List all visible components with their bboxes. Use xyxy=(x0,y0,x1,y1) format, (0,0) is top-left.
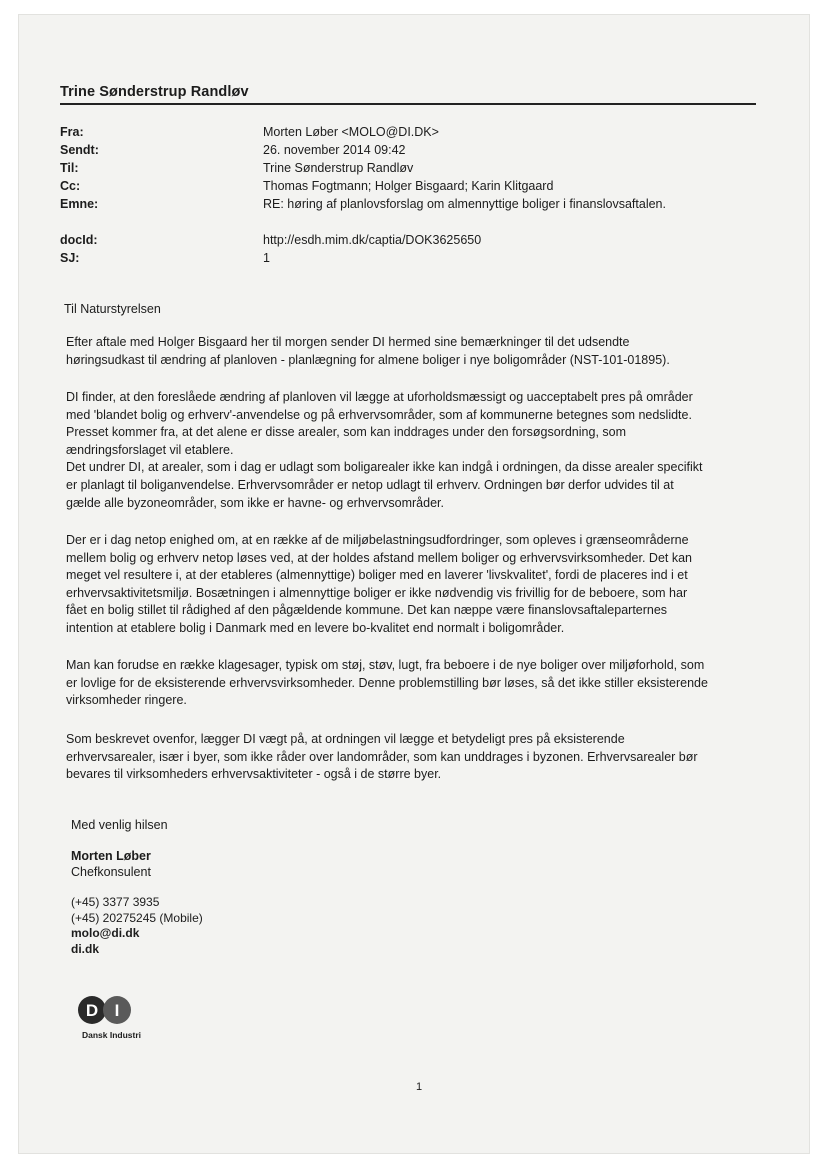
to-label: Til: xyxy=(60,161,79,175)
paragraph-3-line: mellem bolig og erhverv netop løses ved, at der holdes afstand mellem boliger og erhvervsvirksomheder. Det kan xyxy=(66,550,693,565)
paragraph-3-line: meget vel resultere i, at der etableres (almennyttige) boliger med en laverer 'livskvalitet', fordi de placeres ind i et xyxy=(66,568,688,583)
paragraph-1 xyxy=(66,334,766,369)
from-value: Morten Løber <MOLO@DI.DK> xyxy=(263,125,439,139)
sender-role: Chefkonsulent xyxy=(71,865,151,879)
paragraph-3-line: Der er i dag netop enighed om, at en række af de miljøbelastningsudfordringer, som opleves i grænseområderne xyxy=(66,533,689,547)
paragraph-4-line: virksomheder ringere. xyxy=(66,693,187,708)
paragraph-2-line: ændringsforslaget vil etablere. xyxy=(66,442,234,457)
paragraph-5-line: Som beskrevet ovenfor, lægger DI vægt på, at ordningen vil lægge et betydeligt pres på eksisterende xyxy=(66,732,625,746)
paragraph-3-line: fået en bolig stillet til rådighed af den pågældende kommune. Det kan næppe være finanslovsaftaleparternes xyxy=(66,603,668,618)
page-number: 1 xyxy=(416,1081,423,1093)
docid-label: docId: xyxy=(60,233,98,247)
paragraph-2-line: DI finder, at den foreslåede ændring af planloven vil lægge at uforholdsmæssigt og uacceptabelt pres på områder xyxy=(66,390,693,404)
paragraph-4 xyxy=(66,657,766,710)
paragraph-5-line: bevares til virksomheders erhvervsaktiviteter - også i de større byer. xyxy=(66,767,442,782)
paragraph-5 xyxy=(66,731,766,784)
logo-caption: Dansk Industri xyxy=(82,1030,142,1040)
docid-link[interactable]: http://esdh.mim.dk/captia/DOK3625650 xyxy=(263,233,482,247)
contact-block xyxy=(71,895,203,957)
closing: Med venlig hilsen xyxy=(71,818,168,832)
paragraph-5-line: erhvervsarealer, især i byer, som ikke råder over landområder, som kan unddrages i byzonen. Erhvervsarealer bør xyxy=(66,749,698,764)
paragraph-3 xyxy=(66,532,766,638)
subject-value: RE: høring af planlovsforslag om almennyttige boliger i finanslovsaftalen. xyxy=(263,197,666,211)
paragraph-1-line: Efter aftale med Holger Bisgaard her til morgen sender DI hermed sine bemærkninger til det udsendte xyxy=(66,335,630,349)
paragraph-3-line: erhvervsaktivitetsmiljø. Bosætningen i almennyttige boliger er ikke nødvendig vis frivillig for de beboere, som har xyxy=(66,585,688,600)
sj-label: SJ: xyxy=(60,251,80,265)
recipient-name-heading: Trine Sønderstrup Randløv xyxy=(60,84,249,100)
paragraph-4-line: Man kan forudse en række klagesager, typisk om støj, støv, lugt, fra beboere i de nye boliger over miljøforhold, som xyxy=(66,658,705,672)
from-label: Fra: xyxy=(60,125,84,139)
sent-value: 26. november 2014 09:42 xyxy=(263,143,406,157)
phone-number: (+45) 3377 3935 xyxy=(71,895,160,909)
paragraph-4-line: er lovlige for de eksisterende erhvervsvirksomheder. Denne problemstilling bør løses, så det ikke stiller eksisterende xyxy=(66,675,708,690)
email-link[interactable]: molo@di.dk xyxy=(71,926,140,940)
cc-label: Cc: xyxy=(60,179,81,193)
logo-letter-d: D xyxy=(85,1001,99,1020)
paragraph-2-line: gælde alle byzoneområder, som ikke er havne- og erhvervsområder. xyxy=(66,495,444,510)
heading-rule xyxy=(60,103,756,105)
paragraph-2-line: er planlagt til boliganvendelse. Erhvervsområder er netop udlagt til erhverv. Ordningen bør derfor udvides til at xyxy=(66,477,674,492)
paragraph-2 xyxy=(66,389,766,512)
greeting: Til Naturstyrelsen xyxy=(64,302,161,316)
sent-label: Sendt: xyxy=(60,143,99,157)
paragraph-3-line: intention at etablere bolig i Danmark med en levere bo-kvalitet end normalt i boligområder. xyxy=(66,620,565,635)
cc-value: Thomas Fogtmann; Holger Bisgaard; Karin Klitgaard xyxy=(263,179,554,193)
paragraph-2-line: Det undrer DI, at arealer, som i dag er udlagt som boligarealer ikke kan indgå i ordningen, da disse arealer specifikt xyxy=(66,460,703,475)
paragraph-2-line: Presset kommer fra, at det alene er disse arealer, som kan inddrages under den forsøgsordning, som xyxy=(66,425,627,440)
logo-letter-i: I xyxy=(114,1001,120,1020)
sj-value: 1 xyxy=(263,251,270,265)
paragraph-1-line: høringsudkast til ændring af planloven - planlægning for almene boliger i nye boligområder (NST-101-01895). xyxy=(66,352,670,367)
sender-name: Morten Løber xyxy=(71,849,151,863)
mobile-number: (+45) 20275245 (Mobile) xyxy=(71,910,203,925)
paragraph-2-line: med 'blandet bolig og erhverv'-anvendelse og på erhvervsområder, som af kommunerne betegnes som nedslidte. xyxy=(66,407,692,422)
website-link[interactable]: di.dk xyxy=(71,941,100,956)
to-value: Trine Sønderstrup Randløv xyxy=(263,161,414,175)
subject-label: Emne: xyxy=(60,197,99,211)
